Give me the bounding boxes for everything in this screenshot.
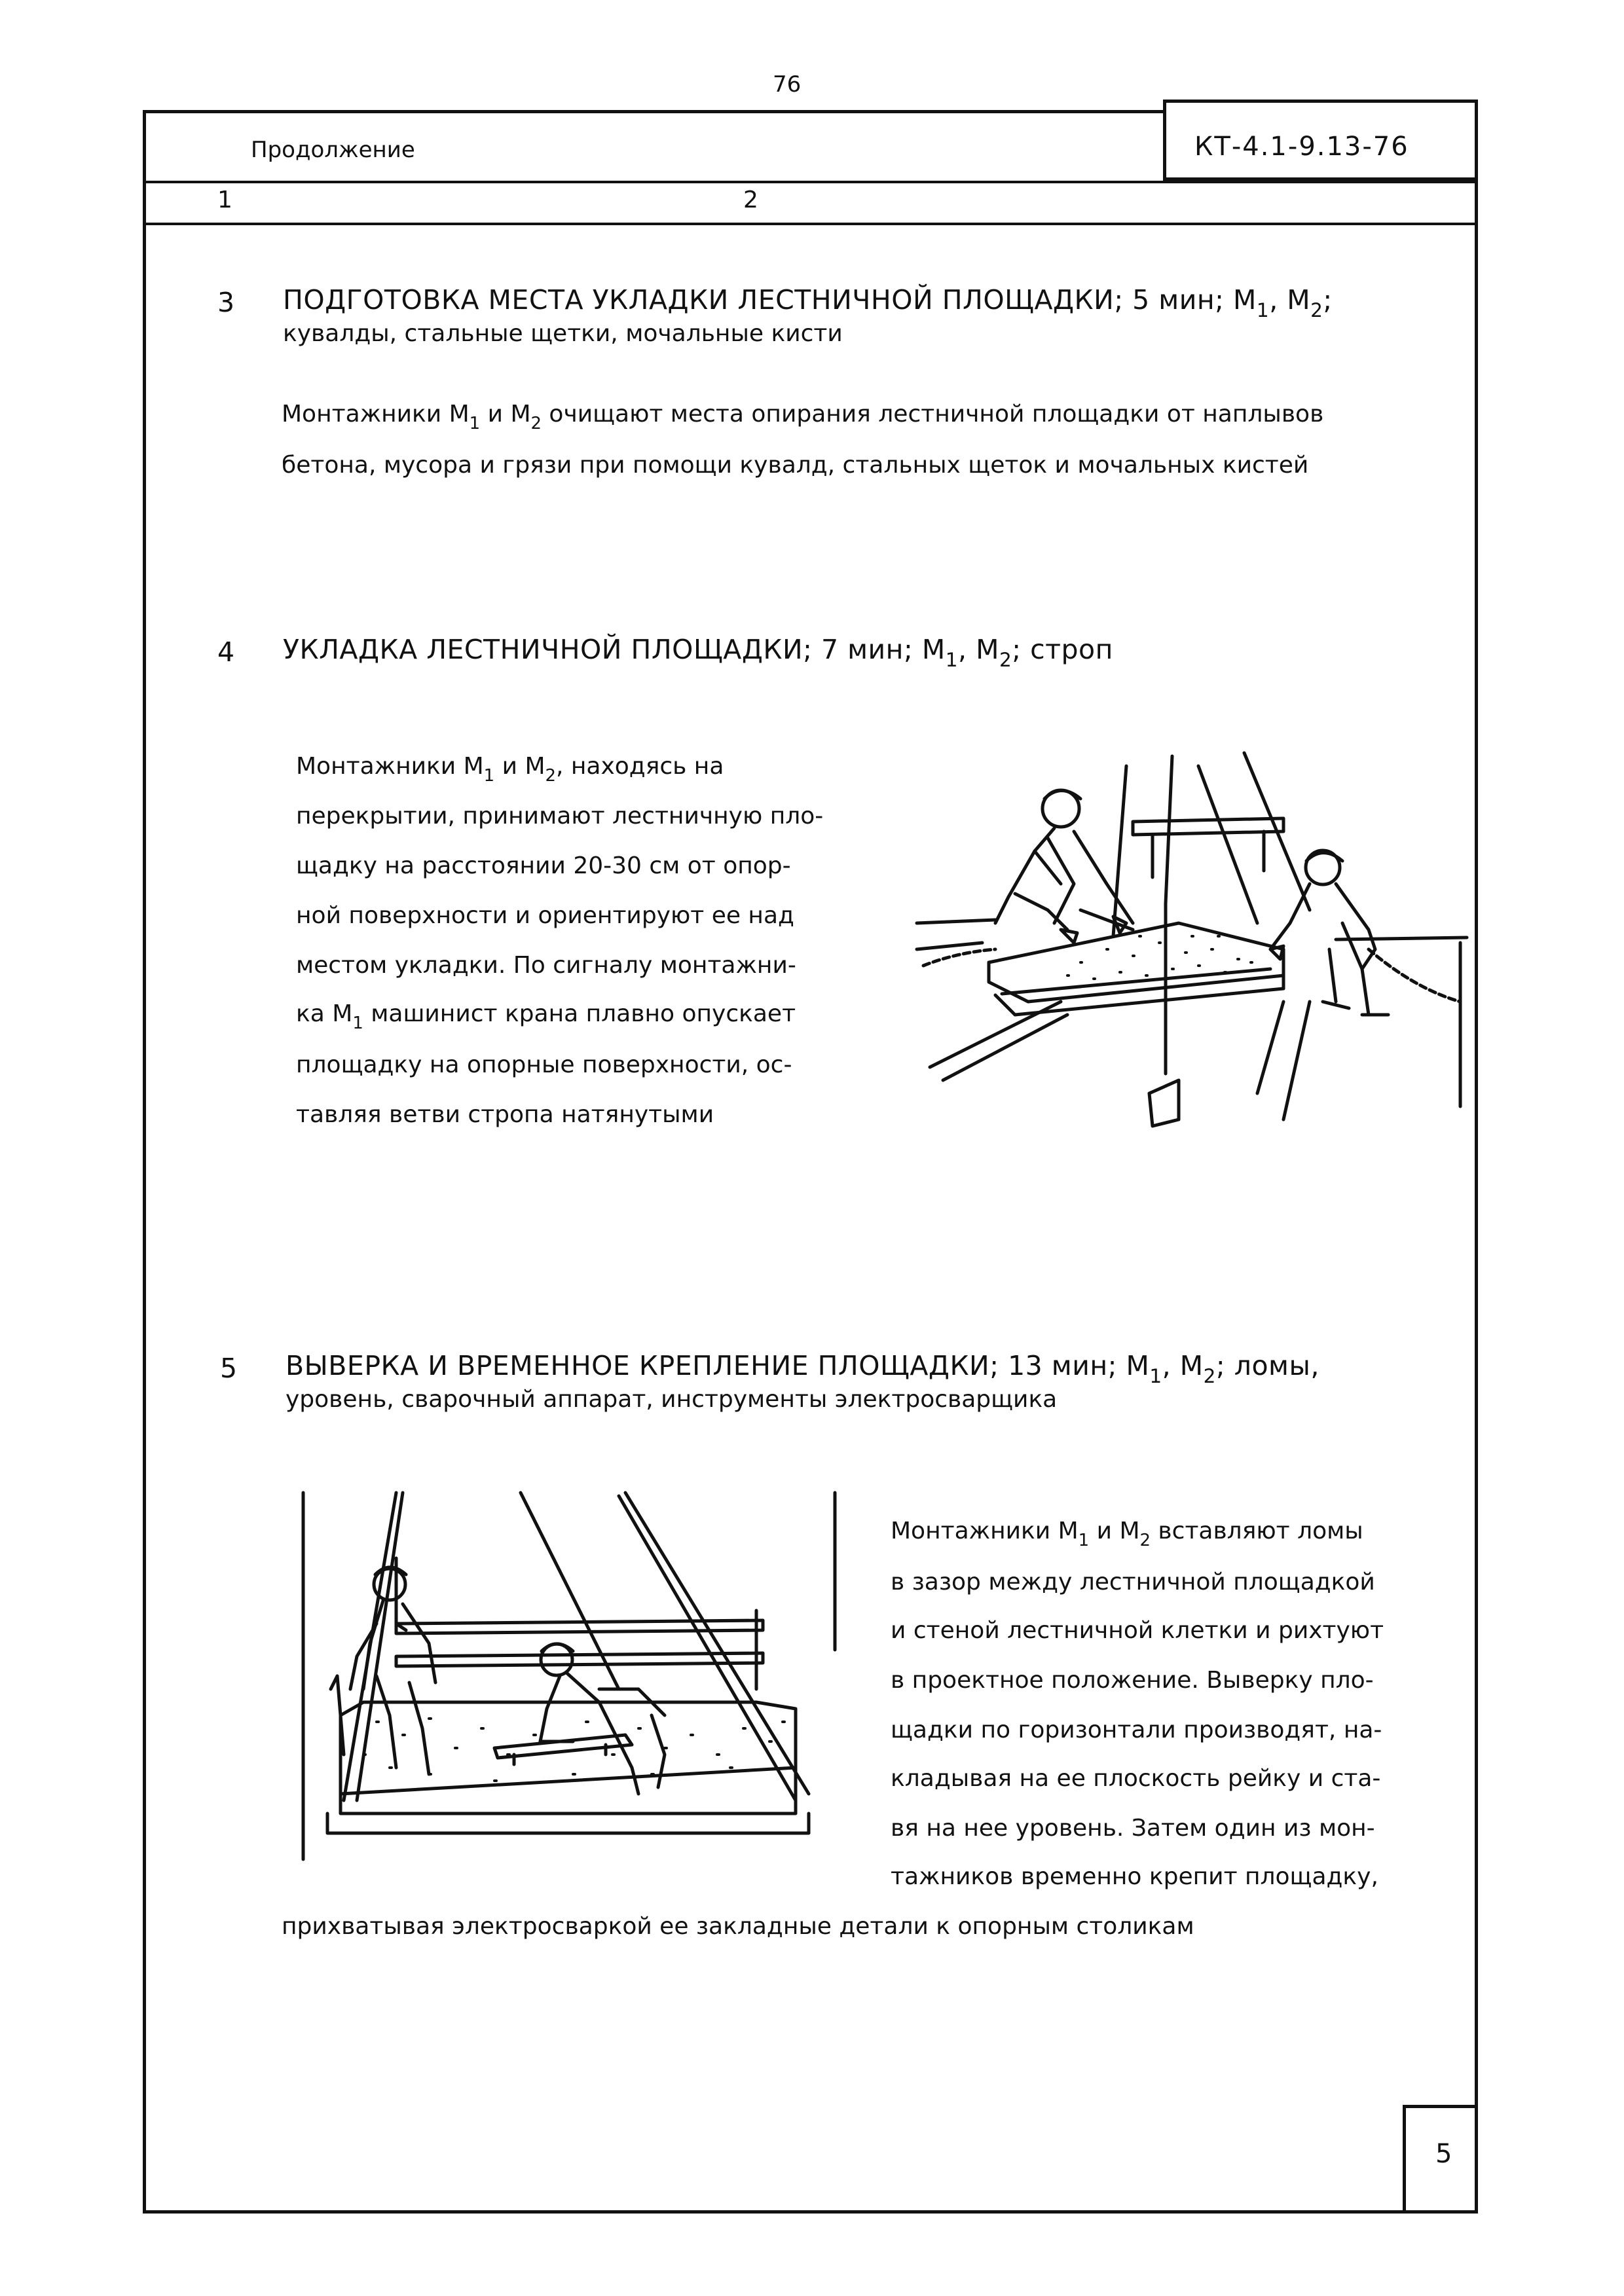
- page-number: 76: [773, 71, 802, 98]
- step4-desc-sub2: 2: [545, 765, 556, 786]
- step5-title-b: , М: [1162, 1350, 1204, 1381]
- step3-title-sub1: 1: [1256, 299, 1270, 322]
- step4-title-a: УКЛАДКА ЛЕСТНИЧНОЙ ПЛОЩАДКИ; 7 мин; М: [283, 634, 946, 665]
- step3-title-c: ;: [1323, 284, 1333, 316]
- step3-desc-line2: бетона, мусора и грязи при помощи кувалд, стальных щеток и мочальных кистей: [282, 452, 1309, 479]
- step5-desc-line7: вя на нее уровень. Затем один из мон-: [891, 1815, 1375, 1842]
- step4-desc-line1: [296, 753, 724, 786]
- step4-desc6-sub1: 1: [352, 1013, 363, 1033]
- step3-desc-a: Монтажники М: [282, 401, 470, 428]
- step5-title-c: ; ломы,: [1215, 1350, 1320, 1381]
- header-divider: [143, 181, 1478, 183]
- col1-header: 1: [217, 187, 232, 213]
- step3-desc-sub1: 1: [469, 413, 481, 433]
- step3-title-sub2: 2: [1310, 299, 1323, 322]
- step5-desc-a: Монтажники М: [891, 1518, 1079, 1544]
- step5-desc-line8: тажников временно крепит площадку,: [891, 1863, 1378, 1890]
- step3-desc-line1: [282, 401, 1324, 433]
- step5-desc-line6: кладывая на ее плоскость рейку и ста-: [891, 1765, 1381, 1792]
- step5-desc-line2: в зазор между лестничной площадкой: [891, 1569, 1375, 1595]
- step4-desc-line2: перекрытии, принимают лестничную пло-: [296, 803, 824, 829]
- sheet-number: 5: [1435, 2139, 1452, 2169]
- step5-desc-line3: и стеной лестничной клетки и рихтуют: [891, 1617, 1384, 1644]
- step4-number: 4: [217, 636, 235, 668]
- col2-header: 2: [743, 187, 758, 213]
- step3-title-a: ПОДГОТОВКА МЕСТА УКЛАДКИ ЛЕСТНИЧНОЙ ПЛОЩАДКИ; 5 мин; М: [283, 284, 1257, 316]
- doc-code: КТ-4.1-9.13-76: [1194, 132, 1409, 162]
- continuation-label: Продолжение: [251, 137, 415, 163]
- step5-tools: уровень, сварочный аппарат, инструменты электросварщика: [286, 1386, 1058, 1413]
- step5-desc-c: вставляют ломы: [1150, 1518, 1363, 1544]
- step3-title-b: , М: [1269, 284, 1311, 316]
- frame-bottom: [143, 2210, 1478, 2214]
- step4-desc6-b: машинист крана плавно опускает: [363, 1000, 796, 1027]
- step5-desc-line9: прихватывая электросваркой ее закладные детали к опорным столикам: [282, 1913, 1194, 1940]
- two-workers-lowering-landing-illustration: [917, 753, 1467, 1146]
- step4-title-c: ; строп: [1012, 634, 1113, 665]
- step3-desc-b: и М: [480, 401, 531, 428]
- step4-title-b: , М: [958, 634, 999, 665]
- step4-title-sub2: 2: [999, 649, 1012, 672]
- step4-desc-line5: местом укладки. По сигналу монтажни-: [296, 952, 796, 979]
- step4-title: [283, 634, 1113, 672]
- step3-number: 3: [217, 287, 235, 318]
- step4-desc-line8: тавляя ветви стропа натянутыми: [296, 1101, 714, 1128]
- step4-title-sub1: 1: [945, 649, 958, 672]
- step5-title-sub1: 1: [1149, 1365, 1162, 1388]
- step4-desc-line7: площадку на опорные поверхности, ос-: [296, 1051, 792, 1078]
- step5-number: 5: [220, 1353, 238, 1384]
- step5-title: [286, 1350, 1320, 1388]
- code-box-top: [1163, 100, 1478, 103]
- step4-desc-c: , находясь на: [555, 753, 724, 780]
- step5-desc-b: и М: [1089, 1518, 1140, 1544]
- step4-desc-a: Монтажники М: [296, 753, 484, 780]
- step5-desc-sub2: 2: [1139, 1530, 1151, 1550]
- step4-desc-line3: щадку на расстоянии 20-30 см от опор-: [296, 852, 791, 879]
- step4-desc-b: и М: [494, 753, 545, 780]
- step4-desc6-a: ка М: [296, 1000, 353, 1027]
- step3-desc-c: очищают места опирания лестничной площадки от наплывов: [541, 401, 1324, 428]
- frame-right: [1475, 100, 1478, 2214]
- step5-desc-line1: [891, 1518, 1363, 1550]
- step5-desc-line5: щадки по горизонтали производят, на-: [891, 1717, 1382, 1743]
- frame-top-left: [143, 110, 1166, 113]
- step4-desc-sub1: 1: [483, 765, 495, 786]
- step5-title-a: ВЫВЕРКА И ВРЕМЕННОЕ КРЕПЛЕНИЕ ПЛОЩАДКИ; 13 мин; М: [286, 1350, 1150, 1381]
- step4-desc-line4: ной поверхности и ориентируют ее над: [296, 902, 794, 929]
- step3-tools: кувалды, стальные щетки, мочальные кисти: [283, 320, 843, 347]
- frame-left: [143, 110, 146, 2214]
- workers-leveling-landing-illustration: [298, 1493, 841, 1866]
- columns-divider: [143, 223, 1478, 225]
- step5-desc-sub1: 1: [1078, 1530, 1090, 1550]
- step5-desc-line4: в проектное положение. Выверку пло-: [891, 1667, 1374, 1694]
- step4-desc-line6: [296, 1000, 796, 1033]
- step5-title-sub2: 2: [1203, 1365, 1216, 1388]
- step3-title: [283, 284, 1333, 322]
- step3-desc-sub2: 2: [530, 413, 542, 433]
